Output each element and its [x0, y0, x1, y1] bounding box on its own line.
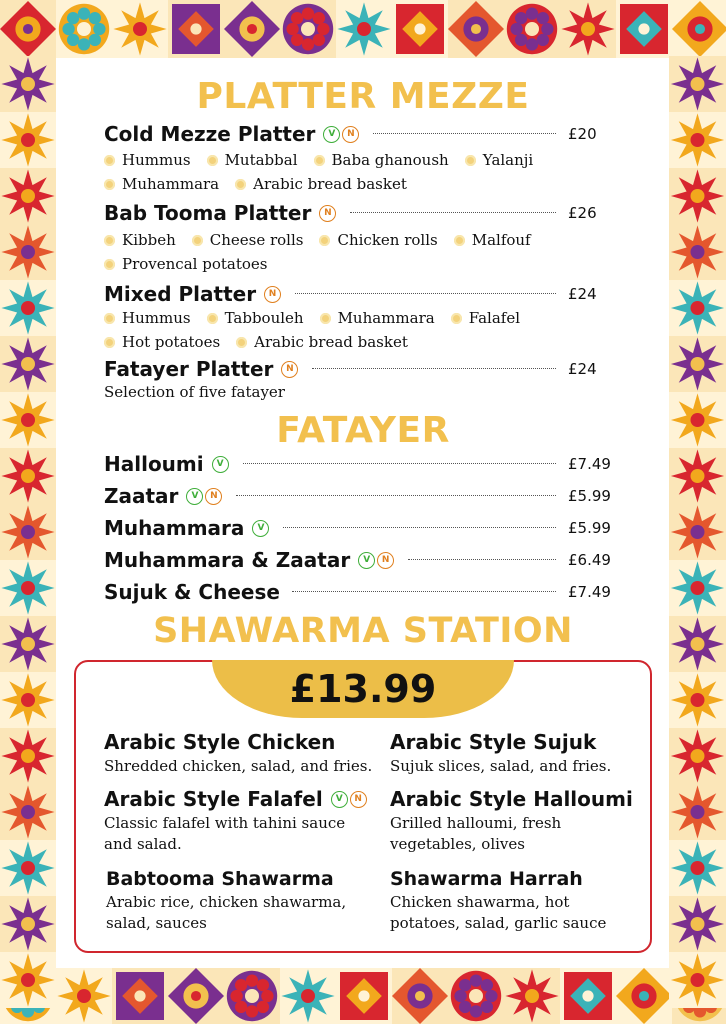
flower-bullet-icon: [104, 313, 115, 324]
shawarma-item-name: Arabic Style Chicken: [104, 730, 336, 754]
nuts-icon: N: [281, 361, 298, 378]
flower-bullet-icon: [235, 179, 246, 190]
component: Hummus: [122, 309, 191, 327]
item-name: Zaatar: [104, 484, 179, 508]
component: Muhammara: [337, 309, 435, 327]
dot-leader: [350, 212, 556, 213]
shawarma-item-description: Classic falafel with tahini sauce and salad.: [104, 814, 346, 853]
menu-item-fatayer-platter: [104, 356, 614, 382]
nuts-icon: N: [205, 488, 222, 505]
item-name: Halloumi: [104, 452, 204, 476]
item-name: Cold Mezze Platter: [104, 122, 316, 146]
item-name: Muhammara & Zaatar: [104, 548, 351, 572]
item-price: £5.99: [568, 519, 611, 537]
item-name: Sujuk & Cheese: [104, 580, 280, 604]
nuts-icon: N: [377, 552, 394, 569]
dot-leader: [236, 495, 556, 496]
vegetarian-icon: V: [252, 520, 269, 537]
nuts-icon: N: [264, 286, 281, 303]
flower-bullet-icon: [104, 179, 115, 190]
item-price: £24: [568, 360, 597, 378]
section-title-fatayer: FATAYER: [276, 410, 450, 451]
flower-bullet-icon: [451, 313, 462, 324]
item-components: [104, 306, 624, 354]
vegetarian-icon: V: [331, 791, 348, 808]
item-name: Muhammara: [104, 516, 245, 540]
flower-bullet-icon: [104, 259, 115, 270]
shawarma-item-name: Arabic Style Halloumi: [390, 787, 633, 811]
flower-bullet-icon: [319, 235, 330, 246]
item-price: £6.49: [568, 551, 611, 569]
shawarma-item-name: Arabic Style Sujuk: [390, 730, 597, 754]
menu-item-muhammara: [104, 515, 614, 541]
component: Kibbeh: [122, 231, 176, 249]
dot-leader: [312, 368, 556, 369]
item-name: Bab Tooma Platter: [104, 201, 312, 225]
vegetarian-icon: V: [212, 456, 229, 473]
menu-item-cold-mezze-platter: [104, 121, 614, 147]
component: Cheese rolls: [209, 231, 304, 249]
item-price: £20: [568, 125, 597, 143]
shawarma-item-description: Arabic rice, chicken shawarma, salad, sauces: [106, 893, 347, 932]
component: Falafel: [468, 309, 521, 327]
vegetarian-icon: V: [323, 126, 340, 143]
component: Muhammara: [122, 175, 220, 193]
shawarma-price-tab: £13.99: [212, 660, 514, 718]
flower-bullet-icon: [465, 155, 476, 166]
dot-leader: [373, 133, 556, 134]
shawarma-item-description: Sujuk slices, salad, and fries.: [390, 757, 612, 775]
component: Arabic bread basket: [254, 333, 408, 351]
nuts-icon: N: [342, 126, 359, 143]
component: Baba ghanoush: [331, 151, 449, 169]
flower-bullet-icon: [104, 235, 115, 246]
dot-leader: [292, 591, 556, 592]
shawarma-item-name: Babtooma Shawarma: [106, 868, 334, 890]
section-title-shawarma-station: SHAWARMA STATION: [153, 611, 573, 651]
flower-bullet-icon: [207, 313, 218, 324]
shawarma-item-row: [104, 787, 369, 811]
component: Hot potatoes: [122, 333, 221, 351]
shawarma-item-description: Shredded chicken, salad, and fries.: [104, 757, 373, 775]
item-components: [104, 148, 624, 196]
component: Provencal potatoes: [122, 255, 268, 273]
menu-item-mixed-platter: [104, 281, 614, 307]
dot-leader: [283, 527, 556, 528]
section-title-platter-mezze: PLATTER MEZZE: [196, 76, 530, 117]
item-components: [104, 228, 624, 276]
menu-item-halloumi: [104, 451, 614, 477]
menu-item-muhammara-zaatar: [104, 547, 614, 573]
component: Mutabbal: [224, 151, 298, 169]
item-price: £24: [568, 285, 597, 303]
flower-bullet-icon: [104, 337, 115, 348]
item-price: £7.49: [568, 583, 611, 601]
dot-leader: [295, 293, 556, 294]
flower-bullet-icon: [236, 337, 247, 348]
menu-item-bab-tooma-platter: [104, 200, 614, 226]
item-name: Fatayer Platter: [104, 357, 274, 381]
component: Malfouf: [471, 231, 531, 249]
flower-bullet-icon: [207, 155, 218, 166]
component: Chicken rolls: [337, 231, 438, 249]
component: Arabic bread basket: [253, 175, 407, 193]
component: Hummus: [122, 151, 191, 169]
item-name: Mixed Platter: [104, 282, 257, 306]
nuts-icon: N: [350, 791, 367, 808]
flower-bullet-icon: [104, 155, 115, 166]
vegetarian-icon: V: [186, 488, 203, 505]
vegetarian-icon: V: [358, 552, 375, 569]
flower-bullet-icon: [192, 235, 203, 246]
menu-item-zaatar: [104, 483, 614, 509]
flower-bullet-icon: [314, 155, 325, 166]
shawarma-item-description: Grilled halloumi, fresh vegetables, olives: [390, 814, 562, 853]
component: Tabbouleh: [224, 309, 304, 327]
dot-leader: [408, 559, 556, 560]
component: Yalanji: [482, 151, 534, 169]
item-price: £7.49: [568, 455, 611, 473]
item-description: Selection of five fatayer: [104, 383, 285, 401]
dot-leader: [243, 463, 556, 464]
menu-item-sujuk-cheese: [104, 579, 614, 605]
shawarma-item-name: Shawarma Harrah: [390, 868, 583, 890]
shawarma-item-name: Arabic Style Falafel: [104, 787, 323, 811]
item-price: £26: [568, 204, 597, 222]
flower-bullet-icon: [454, 235, 465, 246]
shawarma-item-description: Chicken shawarma, hot potatoes, salad, garlic sauce: [390, 893, 607, 932]
item-price: £5.99: [568, 487, 611, 505]
nuts-icon: N: [319, 205, 336, 222]
flower-bullet-icon: [320, 313, 331, 324]
